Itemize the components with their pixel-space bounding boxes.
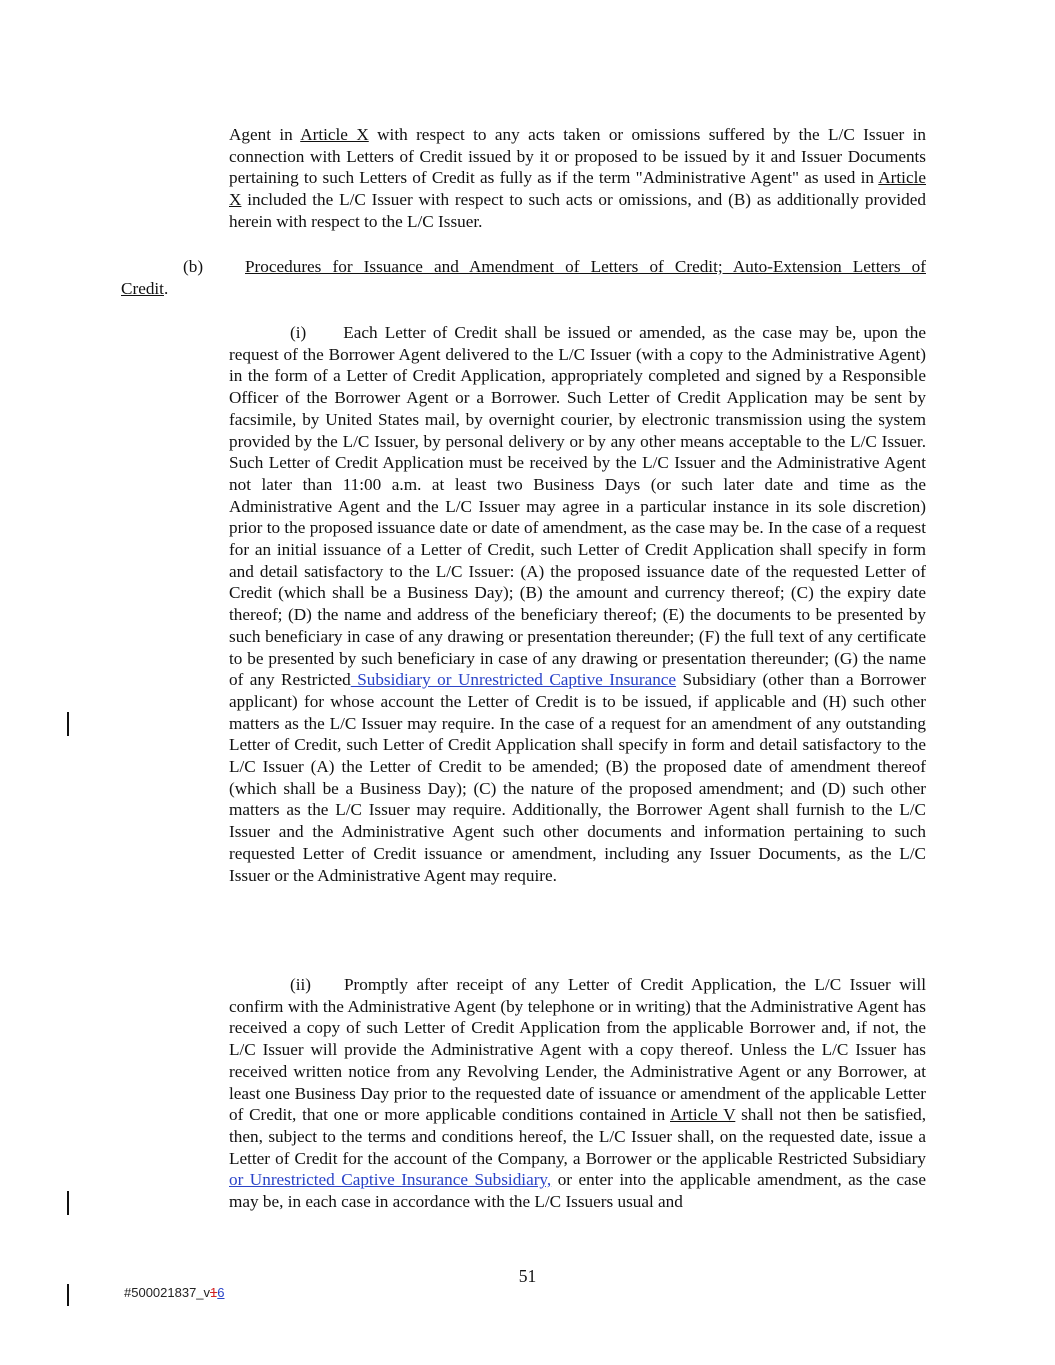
inserted-version: 6	[217, 1285, 225, 1300]
document-id	[124, 1285, 225, 1300]
heading-period: .	[163, 279, 169, 298]
section-b-label: (b)	[183, 257, 204, 276]
inserted-text: or Unrestricted Captive Insurance Subsidiary,	[229, 1170, 552, 1190]
paragraph-i-label: (i)	[290, 323, 307, 342]
change-bar	[67, 712, 69, 736]
page-number: 51	[518, 1266, 537, 1286]
paragraph-i	[229, 322, 926, 886]
text-segment: Each Letter of Credit shall be issued or amended, as the case may be, upon the request of the Borrower Agent delivered to the L/C Issuer (with a copy to the Administrative Agent) in the form of a Letter of Credit Application, appropriately completed and signed by a Responsible Officer of the Borrower Agent or a Borrower. Such Letter of Credit Application may be sent by facsimile, by United States mail, by overnight courier, by electronic transmission using the system provided by the L/C Issuer, by personal delivery or by any other means acceptable to the L/C Issuer. Such Letter of Credit Application must be received by the L/C Issuer and the Administrative Agent not later than 11:00 a.m. at least two Business Days (or such later date and time as the Administrative Agent and the L/C Issuer may agree in a particular instance in its sole discretion) prior to the proposed issuance date or date of amendment, as the case may be. In the case of a request for an initial issuance of a Letter of Credit, such Letter of Credit Application shall specify in form and detail satisfactory to the L/C Issuer: (A) the proposed issuance date of the requested Letter of Credit (which shall be a Business Day); (B) the amount and currency thereof; (C) the expiry date thereof; (D) the name and address of the beneficiary thereof; (E) the documents to be presented by such beneficiary in case of any drawing or presentation thereunder; (F) the full text of any certificate to be presented by such beneficiary in case of any drawing or presentation thereunder; (G) the name of any Restricted	[229, 323, 926, 690]
section-b-heading-word: Credit	[121, 279, 164, 298]
text-segment: Promptly after receipt of any Letter of Credit Application, the L/C Issuer will confirm with the Administrative Agent (by telephone or in writing) that the Administrative Agent has received a copy of such Letter of Credit Application from the applicable Borrower and, if not, the L/C Issuer will provide the Administrative Agent with a copy thereof. Unless the L/C Issuer has received written notice from any Revolving Lender, the Administrative Agent or any Borrower, at least one Business Day prior to the requested date of issuance or amendment of the applicable Letter of Credit, that one or more applicable conditions contained in	[229, 975, 926, 1125]
inserted-text: Subsidiary or Unrestricted Captive Insurance	[350, 670, 677, 690]
paragraph-ii	[229, 974, 926, 1213]
article-x-reference: Article X	[229, 168, 926, 210]
text-segment: or enter into the applicable amendment, as the case may be, in each case in accordance with the L/C Issuers usual and	[229, 1170, 926, 1212]
change-bar	[67, 1284, 69, 1306]
change-bar	[67, 1191, 69, 1215]
text-segment: shall not then be satisfied, then, subject to the terms and conditions hereof, the L/C Issuer shall, on the requested date, issue a Letter of Credit for the account of the Company, a Borrower or the applicable Restricted Subsidiary	[229, 1105, 926, 1168]
paragraph-a-continuation	[229, 124, 926, 233]
article-v-reference: Article V	[670, 1105, 736, 1125]
deleted-version: 1	[210, 1285, 218, 1300]
text-segment: Agent in	[229, 125, 301, 144]
doc-id-prefix: #500021837_v	[124, 1285, 211, 1300]
text-segment: with respect to any acts taken or omissions suffered by the L/C Issuer in connection with Letters of Credit issued by it or proposed to be issued by it and Issuer Documents pertaining to such Letters of Credit as fully as if the term "Administrative Agent" as used in	[229, 125, 926, 188]
paragraph-ii-label: (ii)	[290, 975, 311, 994]
text-segment: included the L/C Issuer with respect to such acts or omissions, and (B) as additionally provided herein with respect to the L/C Issuer.	[229, 190, 926, 231]
section-b-heading: Procedures for Issuance and Amendment of Letters of Credit; Auto-Extension Letters of	[245, 257, 926, 276]
section-b-heading-continuation	[121, 278, 168, 300]
article-x-reference: Article X	[300, 125, 369, 144]
text-segment: Subsidiary (other than a Borrower applicant) for whose account the Letter of Credit is to be issued, if applicable and (H) such other matters as the L/C Issuer may require. In the case of a request for an amendment of any outstanding Letter of Credit, such Letter of Credit Application shall specify in form and detail satisfactory to the L/C Issuer (A) the Letter of Credit to be amended; (B) the proposed date of amendment thereof (which shall be a Business Day); (C) the nature of the proposed amendment; and (D) such other matters as the L/C Issuer may require. Additionally, the Borrower Agent shall furnish to the L/C Issuer and the Administrative Agent such other documents and information pertaining to such requested Letter of Credit issuance or amendment, including any Issuer Documents, as the L/C Issuer or the Administrative Agent may require.	[229, 670, 926, 885]
